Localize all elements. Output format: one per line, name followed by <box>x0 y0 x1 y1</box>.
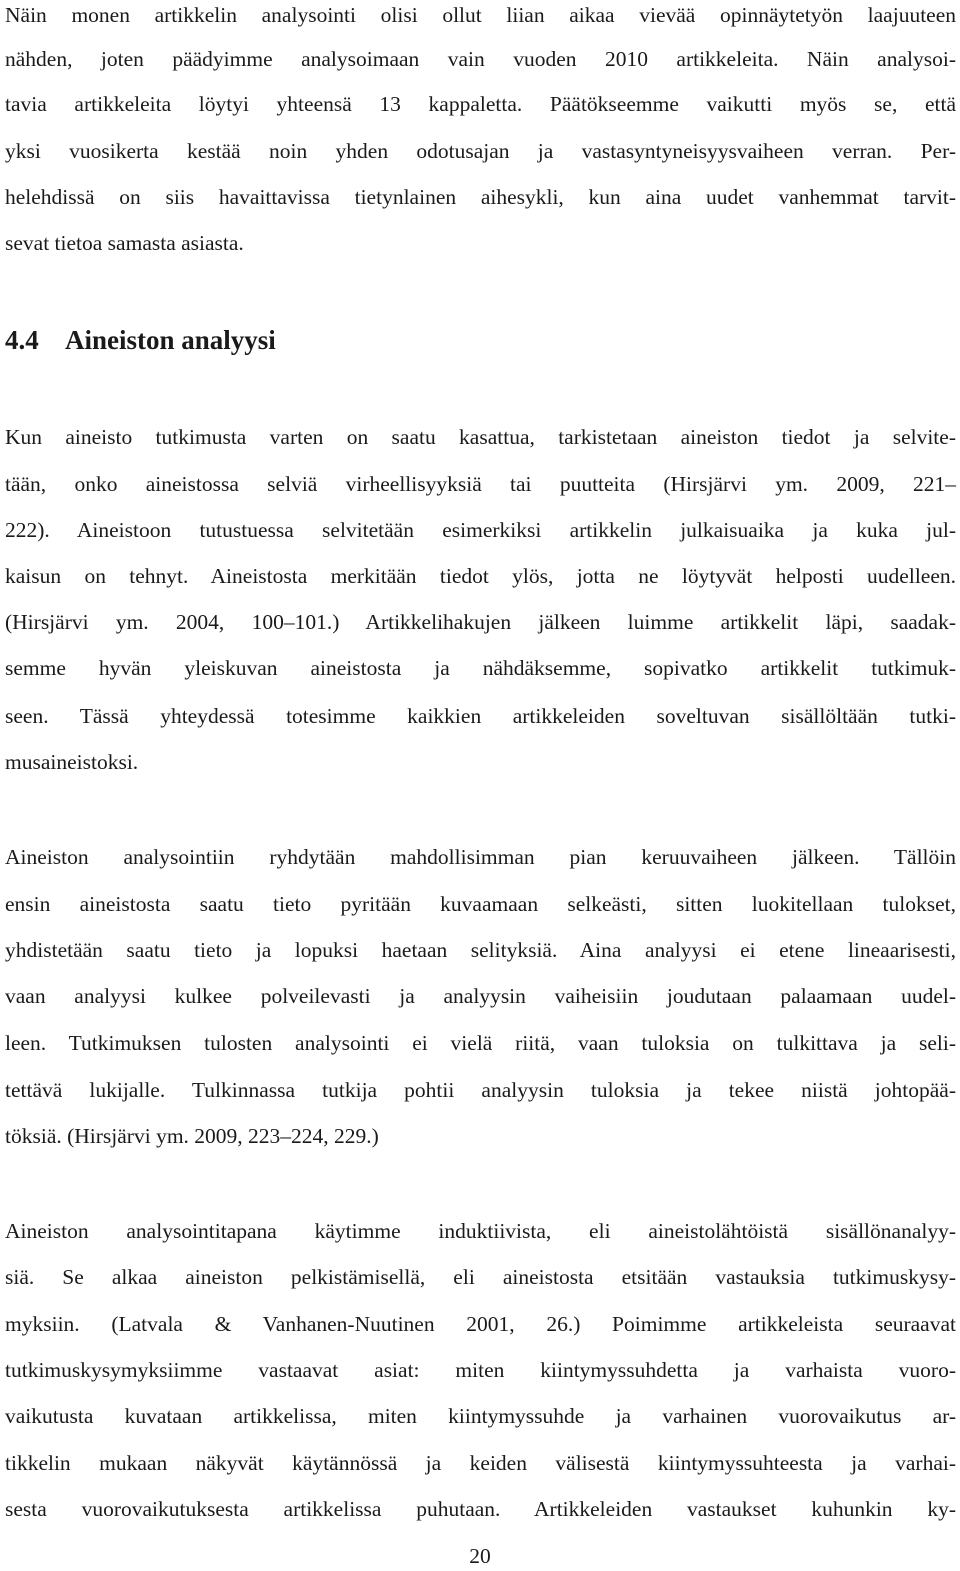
paragraph-2-line-2: tään, onko aineistossa selviä virheellisyyksiä tai puutteita (Hirsjärvi ym. 2009, 221– <box>5 472 956 496</box>
paragraph-3-line-5: leen. Tutkimuksen tulosten analysointi ei vielä riitä, vaan tuloksia on tulkittava ja seli- <box>5 1031 956 1055</box>
paragraph-3-line-6: tettävä lukijalle. Tulkinnassa tutkija pohtii analyysin tuloksia ja tekee niistä johtopää- <box>5 1078 956 1102</box>
paragraph-3-line-3: yhdistetään saatu tieto ja lopuksi haetaan selityksiä. Aina analyysi ei etene lineaarisesti, <box>5 938 956 962</box>
paragraph-1-line-2: nähden, joten päädyimme analysoimaan vain vuoden 2010 artikkeleita. Näin analysoi- <box>5 47 956 71</box>
paragraph-4-line-5: vaikutusta kuvataan artikkelissa, miten kiintymyssuhde ja varhainen vuorovaikutus ar- <box>5 1404 956 1428</box>
section-number: 4.4 <box>5 325 39 355</box>
paragraph-4-line-4: tutkimuskysymyksiimme vastaavat asiat: miten kiintymyssuhdetta ja varhaista vuoro- <box>5 1358 956 1382</box>
section-title: Aineiston analyysi <box>65 325 276 355</box>
page-number: 20 <box>469 1544 491 1568</box>
paragraph-1-line-5: helehdissä on siis havaittavissa tietynlainen aihesykli, kun aina uudet vanhemmat tarvit- <box>5 185 956 209</box>
paragraph-3-line-1: Aineiston analysointiin ryhdytään mahdollisimman pian keruuvaiheen jälkeen. Tällöin <box>5 845 956 869</box>
paragraph-2-line-3: 222). Aineistoon tutustuessa selvitetään esimerkiksi artikkelin julkaisuaika ja kuka jul- <box>5 518 956 542</box>
paragraph-1-line-1: Näin monen artikkelin analysointi olisi ollut liian aikaa vievää opinnäytetyön laajuuteen <box>5 3 956 27</box>
paragraph-2-line-5: (Hirsjärvi ym. 2004, 100–101.) Artikkelihakujen jälkeen luimme artikkelit läpi, saadak- <box>5 610 956 634</box>
paragraph-1-line-3: tavia artikkeleita löytyi yhteensä 13 kappaletta. Päätökseemme vaikutti myös se, että <box>5 92 956 116</box>
paragraph-4-line-7: sesta vuorovaikutuksesta artikkelissa puhutaan. Artikkeleiden vastaukset kuhunkin ky- <box>5 1497 956 1521</box>
paragraph-4-line-1: Aineiston analysointitapana käytimme induktiivista, eli aineistolähtöistä sisällönanalyy- <box>5 1219 956 1243</box>
paragraph-1-line-6: sevat tietoa samasta asiasta. <box>5 231 244 255</box>
paragraph-2-line-8: musaineistoksi. <box>5 750 139 774</box>
paragraph-2-line-7: seen. Tässä yhteydessä totesimme kaikkien artikkeleiden soveltuvan sisällöltään tutki- <box>5 704 956 728</box>
paragraph-4-line-3: myksiin. (Latvala & Vanhanen-Nuutinen 2001, 26.) Poimimme artikkeleista seuraavat <box>5 1312 956 1336</box>
paragraph-4-line-2: siä. Se alkaa aineiston pelkistämisellä, eli aineistosta etsitään vastauksia tutkimuskysy- <box>5 1265 956 1289</box>
paragraph-2-line-6: semme hyvän yleiskuvan aineistosta ja nähdäksemme, sopivatko artikkelit tutkimuk- <box>5 656 956 680</box>
paragraph-3-line-4: vaan analyysi kulkee polveilevasti ja analyysin vaiheisiin joudutaan palaamaan uudel- <box>5 984 956 1008</box>
paragraph-2-line-4: kaisun on tehnyt. Aineistosta merkitään tiedot ylös, jotta ne löytyvät helposti uudelleen. <box>5 564 956 588</box>
paragraph-1-line-4: yksi vuosikerta kestää noin yhden odotusajan ja vastasyntyneisyysvaiheen verran. Per- <box>5 139 956 163</box>
paragraph-2-line-1: Kun aineisto tutkimusta varten on saatu kasattua, tarkistetaan aineiston tiedot ja selvite- <box>5 425 956 449</box>
paragraph-4-line-6: tikkelin mukaan näkyvät käytännössä ja keiden välisestä kiintymyssuhteesta ja varhai- <box>5 1451 956 1475</box>
paragraph-3-line-2: ensin aineistosta saatu tieto pyritään kuvaamaan selkeästi, sitten luokitellaan tulokset, <box>5 892 956 916</box>
section-heading <box>5 323 276 357</box>
paragraph-3-line-7: töksiä. (Hirsjärvi ym. 2009, 223–224, 229.) <box>5 1124 379 1148</box>
